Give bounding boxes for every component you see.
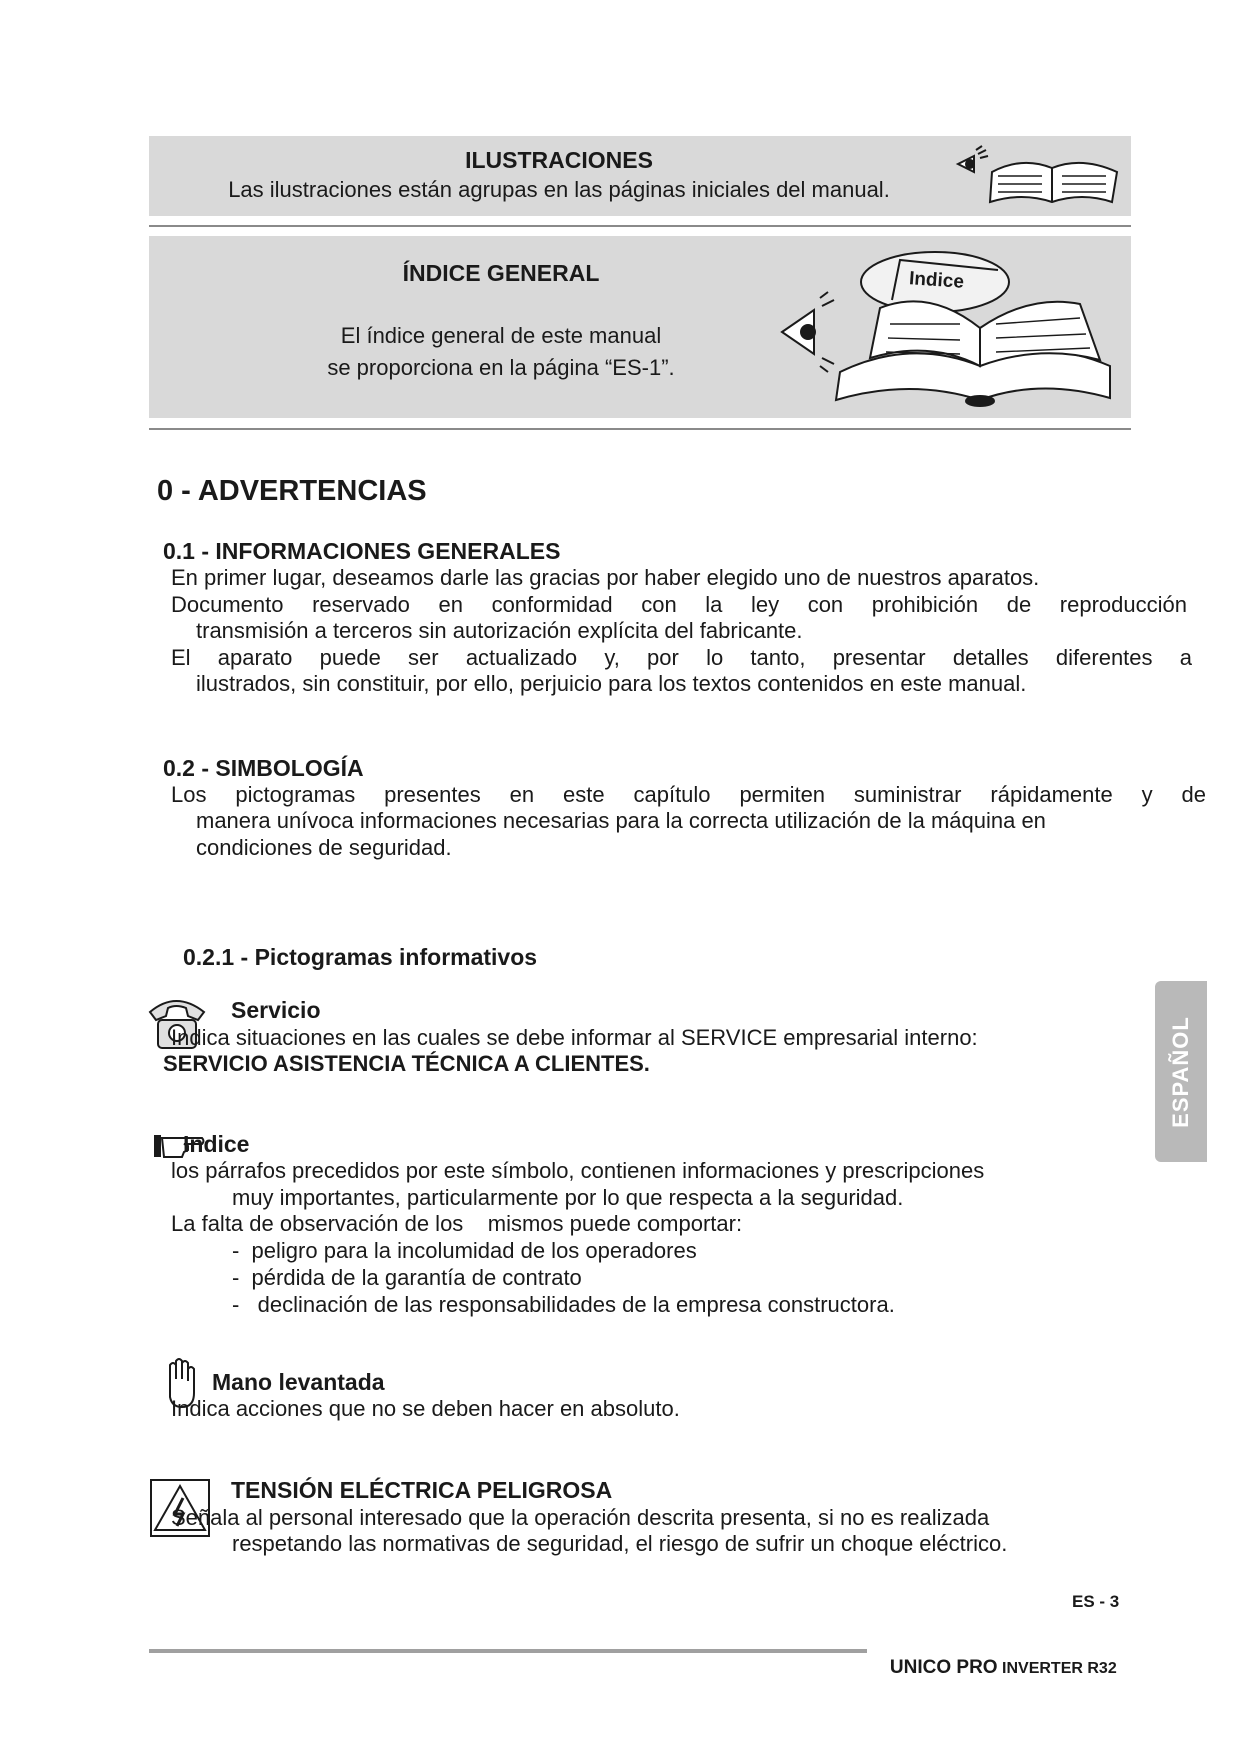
- language-side-tab: [1155, 981, 1207, 1162]
- footer-product-small: INVERTER R32: [997, 1660, 1117, 1677]
- indice-line-1: los párrafos precedidos por este símbolo, contienen informaciones y prescripciones: [171, 1158, 985, 1183]
- section-title-advertencias: 0 - ADVERTENCIAS: [157, 475, 427, 507]
- footer-product-main: UNICO PRO: [889, 1657, 998, 1678]
- section-title-pictogramas: 0.2.1 - Pictogramas informativos: [183, 944, 538, 970]
- tension-line-1: Señala al personal interesado que la operación descrita presenta, si no es realizada: [171, 1505, 990, 1530]
- servicio-line-2: SERVICIO ASISTENCIA TÉCNICA A CLIENTES.: [163, 1051, 650, 1076]
- section-title-informaciones: 0.1 - INFORMACIONES GENERALES: [163, 538, 561, 564]
- s01-paragraph-3b: ilustrados, sin constituir, por ello, perjuicio para los textos contenidos en este manual.: [196, 671, 1027, 696]
- indice-list-item-1: - peligro para la incolumidad de los operadores: [232, 1238, 697, 1263]
- indice-line-2: muy importantes, particularmente por lo que respecta a la seguridad.: [232, 1185, 904, 1210]
- s02-paragraph-1c: condiciones de seguridad.: [196, 835, 452, 860]
- s01-paragraph-2b: transmisión a terceros sin autorización explícita del fabricante.: [196, 618, 803, 643]
- footer-rule: [149, 1649, 867, 1653]
- page-number: ES - 3: [1072, 1592, 1120, 1611]
- s01-paragraph-2a: Documento reservado en conformidad con la ley con prohibición de reproducción: [171, 592, 1187, 617]
- index-line-2: se proporciona en la página “ES-1”.: [327, 355, 675, 380]
- mano-title: Mano levantada: [212, 1369, 385, 1395]
- tension-line-2: respetando las normativas de seguridad, el riesgo de sufrir un choque eléctrico.: [232, 1531, 1008, 1556]
- book-index-label: Indice: [908, 268, 965, 293]
- index-title: ÍNDICE GENERAL: [402, 260, 600, 286]
- footer-product: [881, 1639, 1117, 1679]
- servicio-title: Servicio: [231, 997, 321, 1023]
- illustrations-title: ILUSTRACIONES: [465, 147, 653, 173]
- s02-paragraph-1a: Los pictogramas presentes en este capítulo permiten suministrar rápidamente y de: [171, 782, 1206, 807]
- divider-2: [149, 428, 1131, 430]
- s02-paragraph-1b: manera unívoca informaciones necesarias para la correcta utilización de la máquina en: [196, 808, 1046, 833]
- s01-paragraph-1: En primer lugar, deseamos darle las gracias por haber elegido uno de nuestros aparatos.: [171, 565, 1040, 590]
- eye-open-book-icon: [952, 142, 1124, 208]
- mano-line-1: Indica acciones que no se deben hacer en absoluto.: [171, 1396, 680, 1421]
- divider-1: [149, 225, 1131, 227]
- indice-line-3: La falta de observación de los mismos puede comportar:: [171, 1211, 743, 1236]
- s01-paragraph-3a: El aparato puede ser actualizado y, por lo tanto, presentar detalles diferentes a: [171, 645, 1192, 670]
- language-side-tab-label: ESPAÑOL: [1168, 1015, 1193, 1128]
- indice-list-item-3: - declinación de las responsabilidades de la empresa constructora.: [232, 1292, 895, 1317]
- servicio-line-1: Indica situaciones en las cuales se debe informar al SERVICE empresarial interno:: [171, 1025, 978, 1050]
- indice-list-item-2: - pérdida de la garantía de contrato: [232, 1265, 582, 1290]
- index-line-1: El índice general de este manual: [340, 323, 662, 348]
- illustrations-text: Las ilustraciones están agrupas en las páginas iniciales del manual.: [228, 177, 890, 202]
- section-title-simbologia: 0.2 - SIMBOLOGÍA: [163, 755, 364, 781]
- tension-title: TENSIÓN ELÉCTRICA PELIGROSA: [231, 1477, 613, 1503]
- indice-symbol-title: Indice: [183, 1131, 250, 1157]
